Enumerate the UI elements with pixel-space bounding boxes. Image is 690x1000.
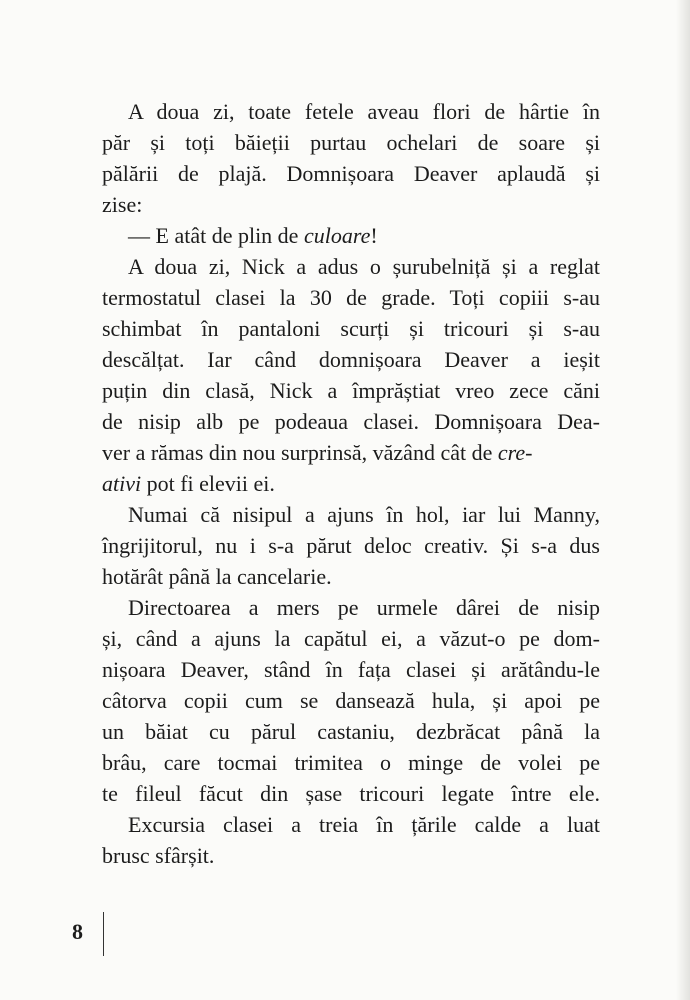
- text-run: zise:: [102, 192, 143, 217]
- text-run: un băiat cu părul castaniu, dezbrăcat până la: [102, 719, 600, 744]
- italic-text-run: culoare: [303, 223, 371, 248]
- italic-text-run: cre-: [497, 440, 533, 465]
- text-run: descălțat. Iar când domnișoara Deaver a ieșit: [102, 347, 600, 372]
- text-run: puțin din clasă, Nick a împrăștiat vreo zece căni: [102, 378, 600, 403]
- text-line: [102, 282, 600, 313]
- text-run: câtorva copii cum se dansează hula, și apoi pe: [102, 688, 600, 713]
- text-line: [102, 468, 600, 499]
- text-line: [102, 220, 600, 251]
- text-line: [102, 251, 600, 282]
- text-line: [102, 747, 600, 778]
- text-line: [102, 437, 600, 468]
- text-run: nișoara Deaver, stând în fața clasei și arătându-le: [102, 657, 600, 682]
- page-number-rule: [103, 912, 104, 956]
- text-run: Numai că nisipul a ajuns în hol, iar lui Manny,: [128, 502, 600, 527]
- text-run: brusc sfârșit.: [102, 843, 215, 868]
- text-run: ver a rămas din nou surprinsă, văzând cât de: [102, 440, 498, 465]
- page-edge-shadow: [676, 0, 690, 1000]
- text-run: Directoarea a mers pe urmele dârei de nisip: [128, 595, 600, 620]
- body-text: [102, 96, 600, 871]
- text-line: [102, 158, 600, 189]
- text-run: de nisip alb pe podeaua clasei. Domnișoara Dea-: [102, 409, 600, 434]
- text-run: păr și toți băieții purtau ochelari de soare și: [102, 130, 600, 155]
- text-line: [102, 189, 600, 220]
- text-run: îngrijitorul, nu i s-a părut deloc creativ. Și s-a dus: [102, 533, 600, 558]
- text-run-after: pot fi elevii ei.: [141, 471, 275, 496]
- text-run: și, când a ajuns la capătul ei, a văzut-o pe dom-: [102, 626, 600, 651]
- text-line: [102, 623, 600, 654]
- italic-text-run: ativi: [102, 471, 142, 496]
- text-line: [102, 127, 600, 158]
- text-line: [102, 499, 600, 530]
- text-run-after: !: [370, 223, 378, 248]
- text-line: [102, 561, 600, 592]
- text-line: [102, 375, 600, 406]
- text-run: — E atât de plin de: [128, 223, 304, 248]
- text-run: schimbat în pantaloni scurți și tricouri și s-au: [102, 316, 600, 341]
- text-run: Excursia clasei a treia în țările calde a luat: [128, 812, 600, 837]
- text-run: A doua zi, toate fetele aveau flori de hârtie în: [128, 99, 600, 124]
- text-run: pălării de plajă. Domnișoara Deaver aplaudă și: [102, 161, 600, 186]
- text-line: [102, 530, 600, 561]
- text-run: te fileul făcut din șase tricouri legate între ele.: [102, 781, 600, 806]
- text-line: [102, 654, 600, 685]
- text-line: [102, 592, 600, 623]
- text-line: [102, 840, 600, 871]
- text-line: [102, 778, 600, 809]
- page-number: 8: [72, 919, 83, 944]
- text-line: [102, 344, 600, 375]
- text-run: brâu, care tocmai trimitea o minge de volei pe: [102, 750, 600, 775]
- text-line: [102, 809, 600, 840]
- text-line: [102, 96, 600, 127]
- text-line: [102, 313, 600, 344]
- text-line: [102, 716, 600, 747]
- text-run: termostatul clasei la 30 de grade. Toți copiii s-au: [102, 285, 600, 310]
- text-line: [102, 685, 600, 716]
- text-line: [102, 406, 600, 437]
- text-run: A doua zi, Nick a adus o șurubelniță și a reglat: [128, 254, 600, 279]
- text-run: hotărât până la cancelarie.: [102, 564, 332, 589]
